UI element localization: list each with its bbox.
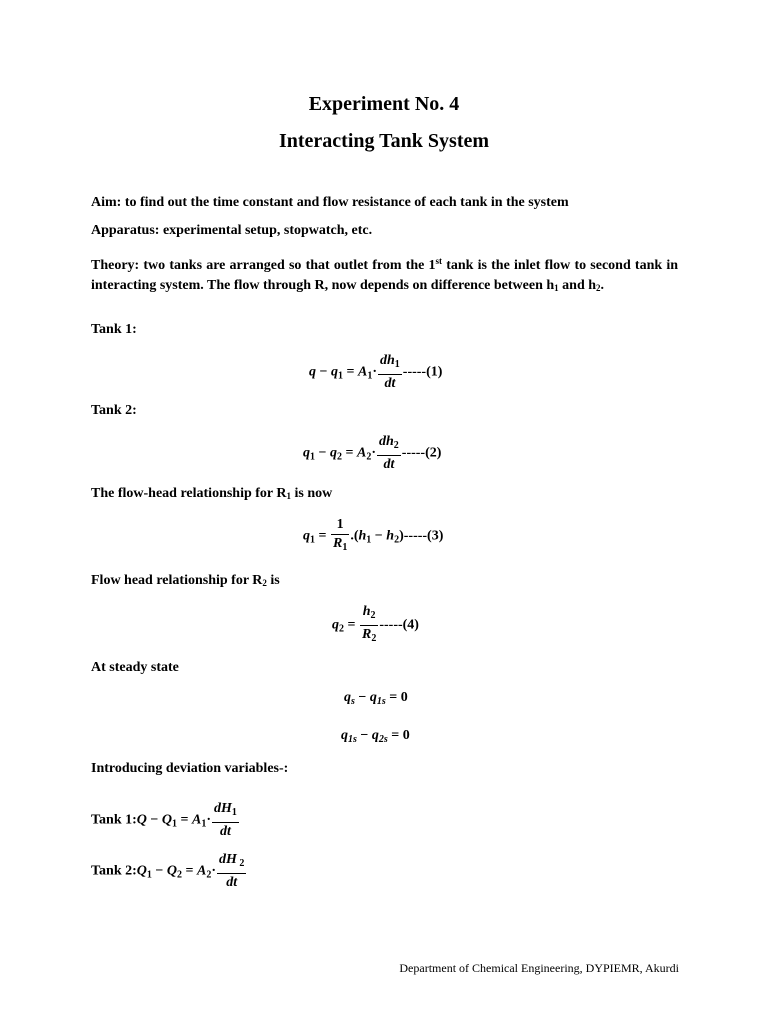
eq3-tag: -----(3) [403, 528, 444, 544]
equation-2: $q_1 - q_2 = A_2\cdot$ $\frac{dh_2}{dt}$ -----(2) [303, 434, 442, 472]
eq2-tag: -----(2) [401, 445, 442, 461]
eq1-tag: -----(1) [402, 364, 443, 380]
page-footer: Department of Chemical Engineering, DYPIEMR, Akurdi [399, 961, 679, 975]
experiment-number: Experiment No. 4 [308, 93, 460, 115]
equation-1: $q - q_1 = A_1\cdot$ $\frac{dh_1}{dt}$ -----(1) [309, 353, 443, 391]
tank2-label: Tank 2: [91, 403, 137, 418]
steady-state-eq-1: $q_s - q_{1s} = 0$ [344, 690, 408, 707]
equation-4: $q_2$ = $\frac{h_2}{R_2}$ -----(4) [332, 604, 419, 644]
steady-state-label: At steady state [91, 660, 179, 675]
tank1-dev-label: Tank 1: [91, 812, 137, 828]
deviation-eq-tank2: Tank $2:Q_1 - Q_2 = A_2\cdot$ $\frac{dH _2}{dt}$ [91, 852, 245, 890]
theory-text: Theory: two tanks are arranged so that outlet from the 1st tank is the inlet flow to second tank in interacting system. The flow through R, now depends on difference between h1 and h2. [91, 256, 678, 293]
tank1-label: Tank 1: [91, 322, 137, 337]
flow-head-r1-label: The flow-head relationship for R1 is now [91, 486, 333, 501]
apparatus-text: Apparatus: experimental setup, stopwatch, etc. [91, 223, 373, 238]
steady-state-eq-2: $q_{1s} - q_{2s} = 0$ [341, 728, 410, 745]
eq4-tag: -----(4) [379, 617, 419, 633]
tank2-dev-label: Tank 2: [91, 863, 137, 879]
deviation-label: Introducing deviation variables-: [91, 761, 289, 776]
aim-text: Aim: to find out the time constant and flow resistance of each tank in the system [91, 195, 569, 210]
deviation-eq-tank1: Tank 1:Q − $Q_1 = A_1\cdot$ $\frac{dH_1}{dt}$ [91, 801, 237, 839]
equation-3: $q_1$ = $\frac{1}{R_1}$ $.(h_1 - h_2)-----(3)$ [303, 517, 444, 553]
page-title: Interacting Tank System [278, 130, 490, 152]
flow-head-r2-label: Flow head relationship for R2 is [91, 573, 280, 588]
